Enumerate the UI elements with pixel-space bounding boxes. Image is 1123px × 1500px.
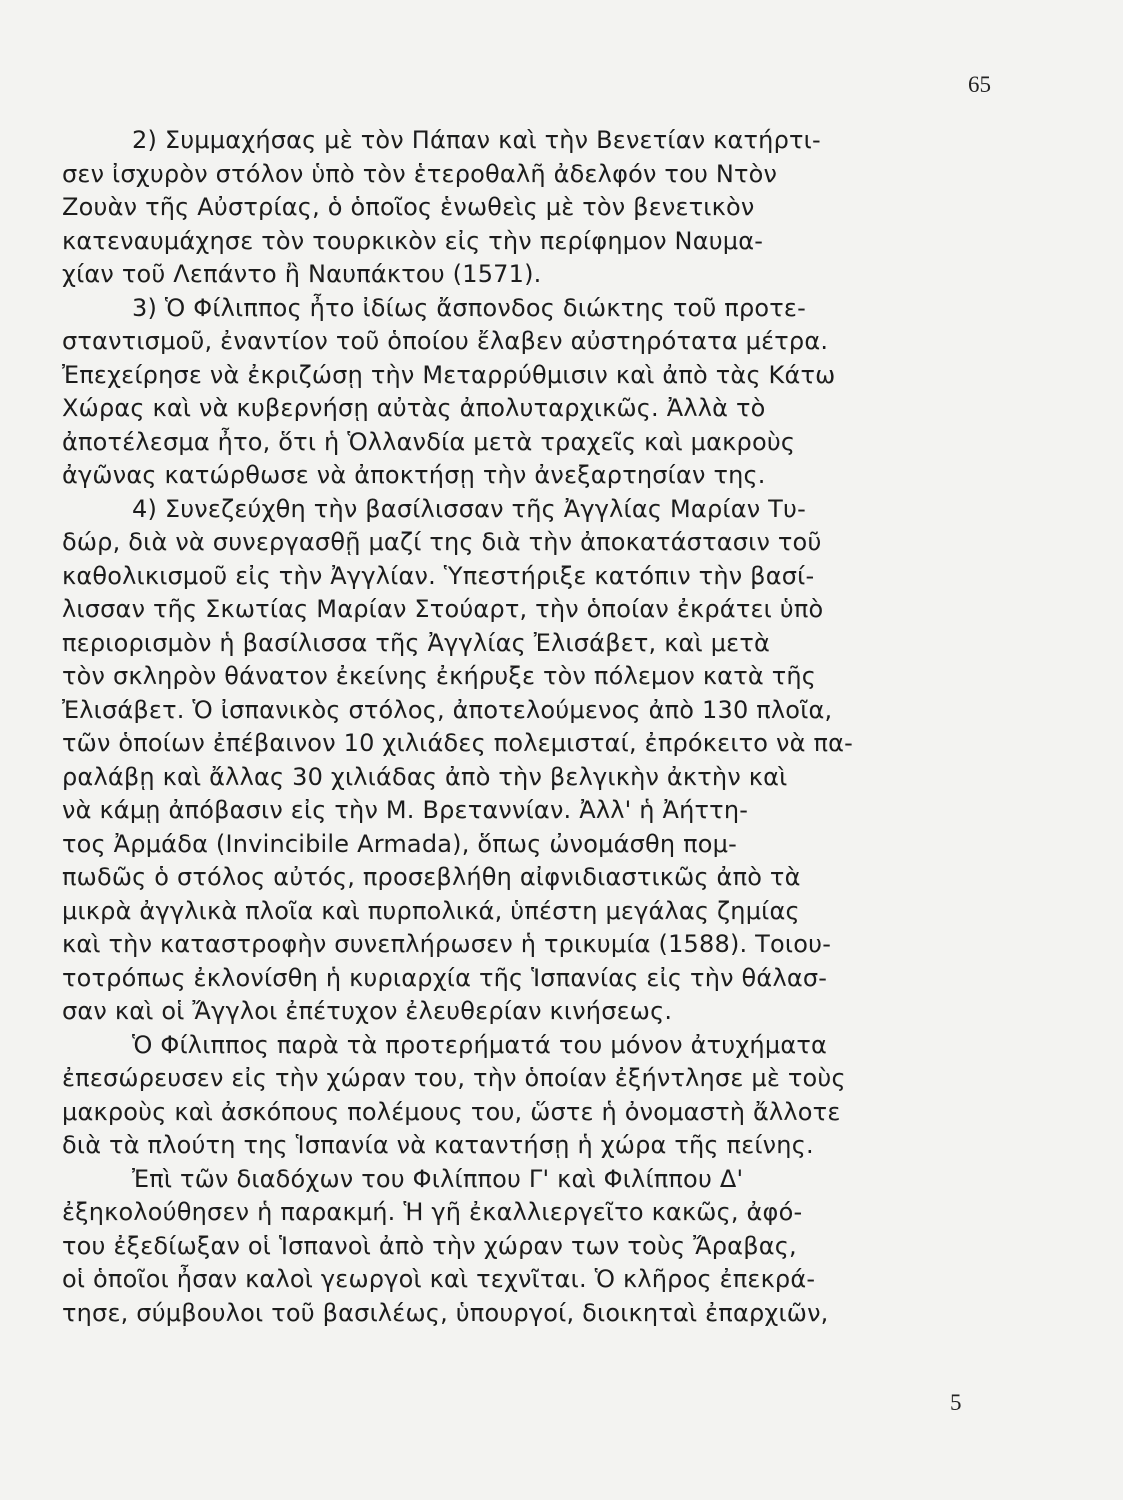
text-line: καὶ τὴν καταστροφὴν συνεπλήρωσεν ἡ τρικυμία (1588). Τοιου- (62, 930, 832, 958)
text-line: 3) Ὁ Φίλιππος ἦτο ἰδίως ἄσπονδος διώκτης τοῦ προτε- (132, 293, 806, 322)
text-line: ἐξηκολούθησεν ἡ παρακμή. Ἡ γῆ ἐκαλλιεργεῖτο κακῶς, ἀφό- (62, 1198, 803, 1226)
text-line: τησε, σύμβουλοι τοῦ βασιλέως, ὑπουργοί, διοικηταὶ ἐπαρχιῶν, (62, 1298, 829, 1327)
text-line: τὸν σκληρὸν θάνατον ἐκείνης ἐκήρυξε τὸν πόλεμον κατὰ τῆς (62, 662, 817, 690)
text-line: σταντισμοῦ, ἐναντίον τοῦ ὁποίου ἔλαβεν αὐστηρότατα μέτρα. (62, 327, 829, 355)
text-line: πωδῶς ὁ στόλος αὐτός, προσεβλήθη αἰφνιδιαστικῶς ἀπὸ τὰ (62, 863, 801, 891)
text-line: Ἐλισάβετ. Ὁ ἰσπανικὸς στόλος, ἀποτελούμενος ἀπὸ 130 πλοῖα, (62, 695, 833, 724)
text-line: ραλάβῃ καὶ ἄλλας 30 χιλιάδας ἀπὸ τὴν βελγικὴν ἀκτὴν καὶ (62, 762, 788, 791)
text-line: σαν καὶ οἱ Ἄγγλοι ἐπέτυχον ἐλευθερίαν κινήσεως. (62, 997, 673, 1025)
text-line: τοτρόπως ἐκλονίσθη ἡ κυριαρχία τῆς Ἱσπανίας εἰς τὴν θάλασ- (62, 963, 828, 992)
text-line: κατεναυμάχησε τὸν τουρκικὸν εἰς τὴν περίφημον Ναυμα- (62, 226, 764, 255)
text-line: Χώρας καὶ νὰ κυβερνήσῃ αὐτὰς ἀπολυταρχικῶς. Ἀλλὰ τὸ (62, 394, 766, 422)
page-number: 65 (968, 72, 991, 97)
text-line: περιορισμὸν ἡ βασίλισσα τῆς Ἀγγλίας Ἐλισάβετ, καὶ μετὰ (62, 628, 771, 657)
signature-mark: 5 (950, 1390, 962, 1415)
text-line: 2) Συμμαχήσας μὲ τὸν Πάπαν καὶ τὴν Βενετίαν κατήρτι- (132, 126, 821, 154)
text-line: Ἐπεχείρησε νὰ ἐκριζώσῃ τὴν Μεταρρύθμισιν καὶ ἀπὸ τὰς Κάτω (62, 360, 836, 389)
text-line: καθολικισμοῦ εἰς τὴν Ἀγγλίαν. Ὑπεστήριξε κατόπιν τὴν βασί- (62, 561, 815, 590)
text-line: 4) Συνεζεύχθη τὴν βασίλισσαν τῆς Ἀγγλίας Μαρίαν Τυ- (132, 494, 806, 523)
text-line: τῶν ὁποίων ἐπέβαινον 10 χιλιάδες πολεμισταί, ἐπρόκειτο νὰ πα- (62, 729, 853, 757)
text-line: του ἐξεδίωξαν οἱ Ἱσπανοὶ ἀπὸ τὴν χώραν των τοὺς Ἄραβας, (62, 1231, 797, 1260)
text-line: Ἐπὶ τῶν διαδόχων του Φιλίππου Γ' καὶ Φιλίππου Δ' (132, 1164, 744, 1193)
text-line: Ὁ Φίλιππος παρὰ τὰ προτερήματά του μόνον ἀτυχήματα (132, 1030, 828, 1059)
text-line: ἀποτέλεσμα ἦτο, ὅτι ἡ Ὁλλανδία μετὰ τραχεῖς καὶ μακροὺς (62, 427, 796, 456)
text-line: λισσαν τῆς Σκωτίας Μαρίαν Στούαρτ, τὴν ὁποίαν ἐκράτει ὑπὸ (62, 595, 824, 623)
text-line: οἱ ὁποῖοι ἦσαν καλοὶ γεωργοὶ καὶ τεχνῖται. Ὁ κλῆρος ἐπεκρά- (62, 1265, 816, 1293)
text-line: Ζουὰν τῆς Αὐστρίας, ὁ ὁποῖος ἑνωθεὶς μὲ τὸν βενετικὸν (62, 193, 755, 221)
text-line: μικρὰ ἀγγλικὰ πλοῖα καὶ πυρπολικά, ὑπέστη μεγάλας ζημίας (62, 896, 800, 925)
text-line: ἀγῶνας κατώρθωσε νὰ ἀποκτήσῃ τὴν ἀνεξαρτησίαν της. (62, 461, 766, 489)
body-text (62, 124, 1012, 1330)
text-line: τος Ἀρμάδα (Invincibile Armada), ὅπως ὠνομάσθη πομ- (62, 829, 738, 858)
text-line: χίαν τοῦ Λεπάντο ἢ Ναυπάκτου (1571). (62, 260, 542, 288)
text-line: σεν ἰσχυρὸν στόλον ὑπὸ τὸν ἑτεροθαλῆ ἀδελφόν του Ντὸν (62, 159, 778, 188)
text-line: διὰ τὰ πλούτη της Ἱσπανία νὰ καταντήσῃ ἡ χώρα τῆς πείνης. (62, 1131, 814, 1159)
text-line: μακροὺς καὶ ἀσκόπους πολέμους του, ὥστε ἡ ὀνομαστὴ ἄλλοτε (62, 1097, 841, 1126)
text-line: ἐπεσώρευσεν εἰς τὴν χώραν του, τὴν ὁποίαν ἐξήντλησε μὲ τοὺς (62, 1064, 846, 1092)
text-line: νὰ κάμῃ ἀπόβασιν εἰς τὴν Μ. Βρεταννίαν. Ἀλλ' ἡ Ἀήττη- (62, 796, 749, 824)
text-line: δώρ, διὰ νὰ συνεργασθῇ μαζί της διὰ τὴν ἀποκατάστασιν τοῦ (62, 528, 822, 556)
